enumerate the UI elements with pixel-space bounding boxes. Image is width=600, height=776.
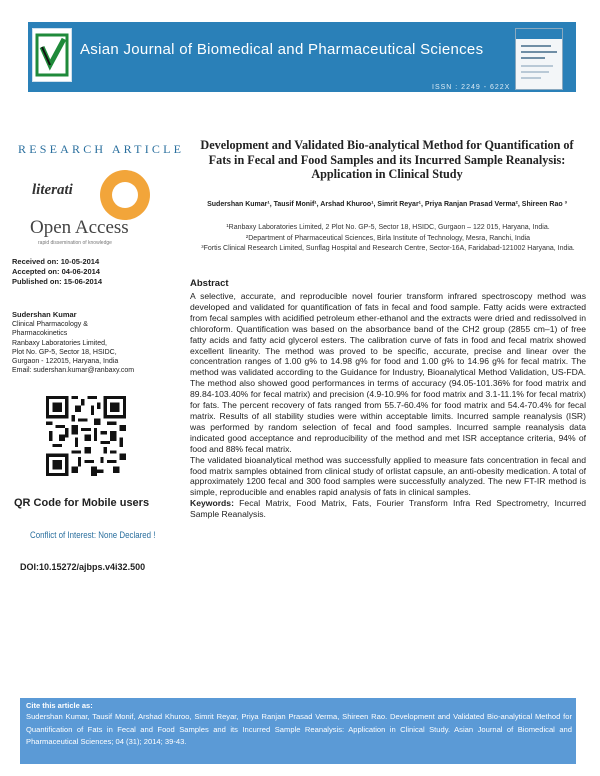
affiliation: ³Fortis Clinical Research Limited, Sunflag Hospital and Research Centre, Sector-16A, Faridabad-121002 Haryana, India.: [201, 245, 575, 253]
article-authors: Sudershan Kumar¹, Tausif Monif¹, Arshad Khuroo¹, Simrit Reyar¹, Priya Ranjan Prasad Verma², Shireen Rao ³: [207, 201, 567, 208]
publication-dates: [12, 257, 102, 287]
citation-heading: Cite this article as:: [26, 701, 93, 710]
corresponding-author: [12, 310, 134, 375]
section-label: RESEARCH ARTICLE: [18, 142, 185, 156]
abstract-paragraph: The validated bioanalytical method was successfully applied to measure fats concentration in fecal and food matrix samples obtained from clinical study of orlistat capsule, an anti-obesity medication. A total of approximately 1200 fecal and 300 food samples were successfully analyzed. The new FT-IR method is simple, reproducible and enables rapid analysis of fats in clinical samples.: [190, 454, 586, 498]
article-title: Development and Validated Bio-analytical Method for Quantification of Fats in Fecal and Food Samples and its Incurred Sample Reanalysis: Application in Clinical Study: [200, 138, 574, 182]
abstract-body: [190, 291, 586, 520]
open-access-brand: literati: [32, 182, 73, 198]
author-line: Pharmacokinetics: [12, 330, 68, 338]
keywords-label: Keywords:: [190, 498, 234, 509]
author-line: Plot No. GP-5, Sector 18, HSIDC,: [12, 348, 117, 356]
keywords-text: Fecal Matrix, Food Matrix, Fats, Fourier Transform Infra Red Spectrometry, Incurred Sample Reanalysis.: [190, 498, 586, 520]
author-email[interactable]: Email: sudershan.kumar@ranbaxy.com: [12, 367, 135, 375]
corresponding-author-name: Sudershan Kumar: [12, 310, 77, 319]
citation-box: [20, 698, 576, 764]
citation-text: Sudershan Kumar, Tausif Monif, Arshad Khuroo, Simrit Reyar, Priya Ranjan Prasad Verma, Shireen Rao. Development and Validated Bio-analytical Method for Quantification of Fats in Fecal and Food Samples and its Incurred Sample Reanalysis: Application in Clinical Study. Asian Journal of Biomedical and Pharmaceutical Sciences; 04 (31); 2014; 39-43.: [26, 712, 572, 747]
open-access-label: Open Access: [30, 217, 129, 238]
open-access-tagline: rapid dissemination of knowledge: [38, 240, 112, 246]
author-line: Clinical Pharmacology &: [12, 321, 88, 329]
abstract-heading: Abstract: [190, 278, 229, 289]
issn-label: ISSN : 2249 - 622X: [432, 84, 511, 91]
accepted-date: Accepted on: 04-06-2014: [12, 267, 100, 276]
received-date: Received on: 10-05-2014: [12, 257, 100, 266]
conflict-of-interest: Conflict of Interest: None Declared !: [30, 530, 156, 540]
author-line: Gurgaon - 122015, Haryana, India: [12, 358, 119, 366]
author-line: Ranbaxy Laboratories Limited,: [12, 339, 107, 347]
keywords: [190, 498, 586, 520]
qr-code[interactable]: [46, 396, 126, 476]
abstract-paragraph: A selective, accurate, and reproducible novel fourier transform infrared spectroscopy method was developed and validated for quantification of fats in fecal and food sample. Fatty acids were extracted from fecal samples with acidified petroleum ether-ethanol and the extracts were dried and redissolved in chloroform. Quantification was based on the absorbance band of the CH2 group (2855 cm–1) of free fatty acids and fatty acid glycerol esters. The calibration curve of fats in food and fecal matrix showed excellent linearity. The method was proved to be specific, accurate, precise and linear over the concentration ranges of 1.00 g% to 14.98 g% for food and 1.00 g% to 14.96 g% for fecal matrix. The method was validated according to the Guidance for Industry, Bioanalytical Method Validation, US-FDA. The method also showed good performances in terms of accuracy (94.05-101.36% for food matrix and 89.84-103.40% for fecal matrix) and precision (4.9-10.9% for food matrix and 3.1-11.1% for fecal matrix) for fats. The percent recovery of fats ranged from 55.7-60.4% for food matrix and 54.4-70.4% for fecal matrix. Results of all stability studies were within acceptable limits. Incurred sample reanalysis (ISR) was performed by random selection of fecal and food samples. Incurred sample reanalysis data indicated good acceptance and reproducibility of the method and met ISR acceptance criteria, 94% of food and 88% fecal matrix.: [190, 291, 586, 454]
journal-logo: [32, 28, 72, 82]
published-date: Published on: 15-06-2014: [12, 277, 103, 286]
open-access-badge: [22, 170, 152, 248]
journal-title: Asian Journal of Biomedical and Pharmaceutical Sciences: [80, 41, 484, 58]
affiliation: ²Department of Pharmaceutical Sciences, Birla Institute of Technology, Mesra, Ranchi, India: [245, 234, 531, 242]
affiliation: ¹Ranbaxy Laboratories Limited, 2 Plot No. GP-5, Sector 18, HSIDC, Gurgaon – 122 015, Haryana, India.: [226, 224, 550, 231]
qr-caption: QR Code for Mobile users: [14, 497, 150, 509]
affiliations: [200, 223, 576, 255]
doi-link[interactable]: DOI:10.15272/ajbps.v4i32.500: [20, 562, 146, 572]
journal-cover-thumbnail: [515, 28, 563, 90]
